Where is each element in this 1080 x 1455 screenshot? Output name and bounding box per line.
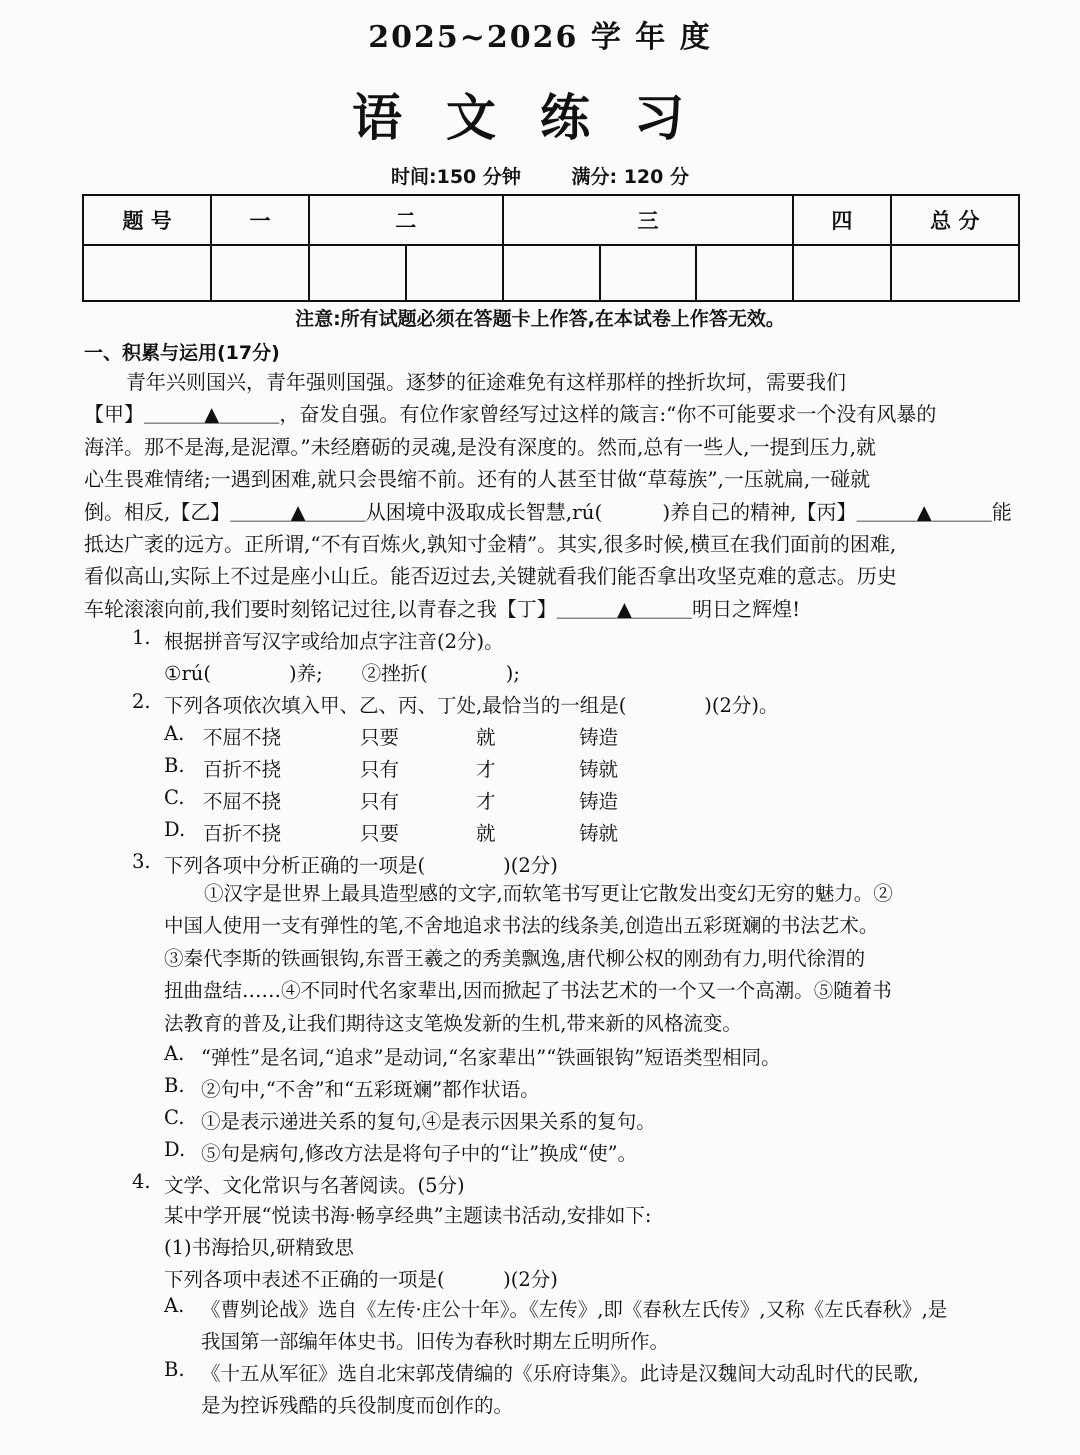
passage-line: 青年兴则国兴，青年强则国强。逐梦的征途难免有这样那样的挫折坎坷，需要我们 — [126, 370, 846, 394]
option-letter: A. — [164, 1294, 185, 1317]
option-text: ⑤句是病句,修改方法是将句子中的“让”换成“使”。 — [201, 1142, 638, 1165]
option-word: 铸就 — [579, 822, 619, 845]
exam-full-score: 满分: 120 分 — [571, 166, 689, 188]
score-cell[interactable] — [406, 245, 503, 301]
score-col-1: 一 — [211, 195, 308, 245]
question-line: 某中学开展“悦读书海·畅享经典”主题读书活动,安排如下: — [164, 1204, 652, 1227]
option-letter: B. — [164, 754, 185, 777]
option-word: 不屈不挠 — [203, 726, 282, 749]
option-word: 铸造 — [579, 726, 619, 749]
score-table-row-label: 题 号 — [83, 195, 211, 245]
option-word: 铸造 — [579, 790, 619, 813]
passage-line: 海洋。那不是海,是泥潭。”未经磨砺的灵魂,是没有深度的。然而,总有一些人,一提到压力,就 — [84, 434, 877, 459]
option-word: 只有 — [360, 758, 400, 781]
option-letter: C. — [164, 1106, 185, 1129]
option-word: 才 — [476, 758, 496, 781]
option-letter: D. — [164, 818, 186, 841]
option-word: 铸就 — [579, 758, 619, 781]
option-word: 才 — [476, 790, 496, 813]
section-1-passage — [84, 366, 1022, 625]
option-text: 《曹刿论战》选自《左传·庄公十年》。《左传》,即《春秋左氏传》,又称《左氏春秋》,是 — [201, 1298, 948, 1321]
exam-time: 时间:150 分钟 — [391, 166, 521, 188]
score-col-3: 三 — [503, 195, 794, 245]
option-word: 百折不挠 — [203, 758, 282, 781]
question-line: (1)书海拾贝,研精致思 — [164, 1236, 354, 1259]
question-stem: 文学、文化常识与名著阅读。(5分) — [164, 1174, 465, 1197]
option-letter: A. — [164, 1042, 185, 1065]
question-number: 3. — [132, 850, 151, 873]
option-word: 只要 — [360, 726, 400, 749]
option-letter: D. — [164, 1138, 186, 1161]
score-cell[interactable] — [211, 245, 308, 301]
score-cell[interactable] — [600, 245, 697, 301]
passage-line: 倒。相反,【乙】＿＿＿▲＿＿＿从困境中汲取成长智慧,rú( )养自己的精神,【丙】＿＿＿▲＿＿＿能 — [84, 499, 1012, 524]
passage-line: 看似高山,实际上不过是座小山丘。能否迈过去,关键就看我们能否拿出攻坚克难的意志。历史 — [84, 564, 897, 589]
option-letter: B. — [164, 1358, 185, 1381]
score-cell[interactable] — [696, 245, 793, 301]
score-cell[interactable] — [83, 245, 211, 301]
option-letter: B. — [164, 1074, 185, 1097]
score-table — [82, 194, 1020, 302]
option-word: 百折不挠 — [203, 822, 282, 845]
passage-line: ①汉字是世界上最具造型感的文字,而软笔书写更让它散发出变幻无穷的魅力。② — [204, 882, 893, 905]
passage-line: 心生畏难情绪;一遇到困难,就只会畏缩不前。还有的人甚至甘做“草莓族”,一压就扁,一碰就 — [84, 467, 871, 492]
option-word: 只要 — [360, 822, 400, 845]
score-col-4: 四 — [793, 195, 890, 245]
passage-line: 抵达广袤的远方。正所谓,“不有百炼火,孰知寸金精”。其实,很多时候,横亘在我们面前的困难, — [84, 531, 897, 556]
exam-meta — [0, 162, 1080, 189]
option-text: 我国第一部编年体史书。旧传为春秋时期左丘明所作。 — [201, 1330, 670, 1353]
score-cell[interactable] — [793, 245, 890, 301]
score-col-total: 总 分 — [891, 195, 1019, 245]
passage-line: 中国人使用一支有弹性的笔,不舍地追求书法的线条美,创造出五彩斑斓的书法艺术。 — [164, 914, 879, 938]
exam-title: 语文练习 — [352, 88, 728, 147]
option-word: 就 — [476, 726, 496, 749]
passage-line: 【甲】＿＿＿▲＿＿＿，奋发自强。有位作家曾经写过这样的箴言:“你不可能要求一个没有风暴的 — [84, 402, 937, 427]
option-text: 是为控诉残酷的兵役制度而创作的。 — [201, 1394, 514, 1417]
score-col-2: 二 — [309, 195, 503, 245]
score-cell[interactable] — [891, 245, 1019, 301]
notice: 注意:所有试题必须在答题卡上作答,在本试卷上作答无效。 — [295, 308, 785, 330]
passage-line: 扭曲盘结……④不同时代名家辈出,因而掀起了书法艺术的一个又一个高潮。⑤随着书 — [164, 979, 892, 1003]
option-text: 《十五从军征》选自北宋郭茂倩编的《乐府诗集》。此诗是汉魏间大动乱时代的民歌, — [201, 1362, 919, 1385]
option-word: 只有 — [360, 790, 400, 813]
question-number: 1. — [132, 626, 151, 649]
option-letter: A. — [164, 722, 185, 745]
exam-year: 2025~2026 学 年 度 — [368, 20, 712, 55]
option-text: ②句中,“不舍”和“五彩斑斓”都作状语。 — [201, 1078, 540, 1101]
option-word: 就 — [476, 822, 496, 845]
question-stem: 下列各项中分析正确的一项是( )(2分) — [164, 854, 558, 877]
option-letter: C. — [164, 786, 185, 809]
question-number: 2. — [132, 690, 151, 713]
question-stem: 下列各项依次填入甲、乙、丙、丁处,最恰当的一组是( )(2分)。 — [164, 694, 779, 717]
passage-line: ③秦代李斯的铁画银钩,东晋王羲之的秀美飘逸,唐代柳公权的刚劲有力,明代徐渭的 — [164, 946, 866, 970]
question-stem: 根据拼音写汉字或给加点字注音(2分)。 — [164, 630, 504, 653]
option-text: “弹性”是名词,“追求”是动词,“名家辈出”“铁画银钩”短语类型相同。 — [201, 1046, 781, 1069]
option-word: 不屈不挠 — [203, 790, 282, 813]
passage-line: 法教育的普及,让我们期待这支笔焕发新的生机,带来新的风格流变。 — [164, 1011, 742, 1035]
question-line: 下列各项中表述不正确的一项是( )(2分) — [164, 1268, 558, 1291]
score-cell[interactable] — [309, 245, 406, 301]
question-line: ①rú( )养; ②挫折( ); — [164, 662, 520, 685]
score-cell[interactable] — [503, 245, 600, 301]
option-text: ①是表示递进关系的复句,④是表示因果关系的复句。 — [201, 1110, 656, 1133]
passage-line: 车轮滚滚向前,我们要时刻铭记过往,以青春之我【丁】＿＿＿▲＿＿＿明日之辉煌! — [84, 596, 801, 621]
question-number: 4. — [132, 1170, 151, 1193]
section-1-title: 一、积累与运用(17分) — [84, 342, 280, 364]
question-3-passage — [164, 878, 1024, 1040]
